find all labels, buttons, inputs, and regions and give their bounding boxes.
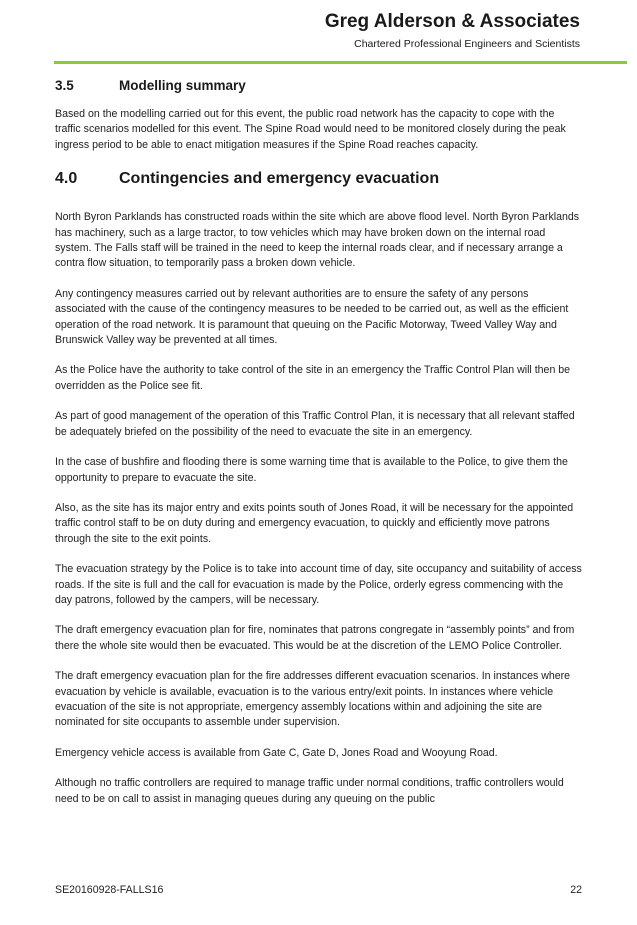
paragraph: Any contingency measures carried out by relevant authorities are to ensure the safety of any persons associated with the cause of the contingency measures to be needed to be carried out, as well as the efficient operation of the road network. It is paramount that queuing on the Pacific Motorway, Tweed Valley Way and Brunswick Valley way be prevented at all times. — [55, 287, 569, 347]
section-number: 3.5 — [55, 78, 74, 93]
section-title: Contingencies and emergency evacuation — [119, 170, 440, 188]
company-name: Greg Alderson & Associates — [324, 11, 580, 32]
document-reference: SE20160928-FALLS16 — [55, 884, 164, 896]
paragraph: Also, as the site has its major entry and exits points south of Jones Road, it will be necessary for the appointed traffic control staff to be on duty during and emergency evacuation, to quickly and efficiently move patrons through the site to the exit points. — [55, 501, 574, 545]
paragraph: The draft emergency evacuation plan for the fire addresses different evacuation scenarios. In instances where evacuation by vehicle is available, evacuation is to the various entry/exit points. In instances where vehicle evacuation of the site is not appropriate, emergency assembly locations within and adjoining the site are nominated for site occupants to assemble under supervision. — [55, 670, 571, 729]
section-number: 4.0 — [55, 170, 78, 188]
paragraph: As the Police have the authority to take control of the site in an emergency the Traffic Control Plan will then be overridden as the Police see fit. — [55, 364, 571, 392]
paragraph: As part of good management of the operation of this Traffic Control Plan, it is necessary that all relevant staffed be adequately briefed on the possibility of the need to evacuate the site in an emergency. — [55, 410, 575, 438]
company-subtitle: Chartered Professional Engineers and Scientists — [354, 38, 580, 50]
section-heading-3-5 — [55, 78, 582, 94]
document-body — [55, 78, 582, 807]
page-number: 22 — [570, 884, 582, 896]
paragraph: North Byron Parklands has constructed roads within the site which are above flood level. North Byron Parklands has machinery, such as a large tractor, to tow vehicles which may have broken down on the internal road system. The Falls staff will be trained in the need to keep the internal roads clear, and if necessary arrange a contra flow situation, to temporarily pass a broken down vehicle. — [55, 211, 580, 270]
paragraph: Although no traffic controllers are required to manage traffic under normal conditions, traffic controllers would need to be on call to assist in managing queues during any queuing on the public — [55, 777, 564, 805]
section-title: Modelling summary — [119, 78, 246, 93]
paragraph: The evacuation strategy by the Police is to take into account time of day, site occupancy and suitability of access roads. If the site is full and the call for evacuation is made by the Police, orderly egress commencing with the day patrons, followed by the campers, will be necessary. — [55, 563, 582, 606]
paragraph: In the case of bushfire and flooding there is some warning time that is available to the Police, to give them the opportunity to prepare to evacuate the site. — [55, 456, 568, 484]
paragraph-modelling-summary: Based on the modelling carried out for this event, the public road network has the capacity to cope with the traffic scenarios modelled for this event. The Spine Road would need to be monitored closely during the peak ingress period to be able to enact mitigation measures if the Spine Road reaches capacity. — [55, 108, 566, 151]
section-heading-4-0 — [55, 169, 582, 189]
page-header — [0, 0, 637, 68]
paragraph: Emergency vehicle access is available from Gate C, Gate D, Jones Road and Wooyung Road. — [55, 746, 498, 759]
paragraph: The draft emergency evacuation plan for fire, nominates that patrons congregate in “assembly points” and from there the whole site would then be evacuated. This would be at the discretion of the LEMO Police Controller. — [55, 624, 575, 652]
header-rule — [54, 61, 627, 64]
